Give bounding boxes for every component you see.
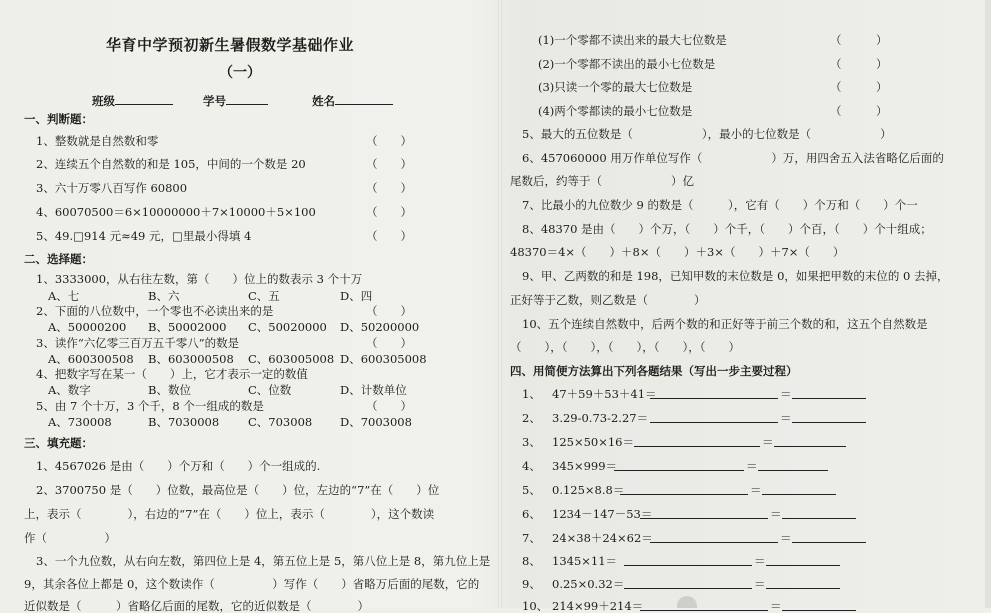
calc-number: 2、 — [522, 411, 541, 425]
answer-line — [650, 411, 778, 423]
answer-paren: （ ） — [830, 104, 888, 118]
fill-line: 3、一个九位数，从右向左数，第四位上是 4，第五位上是 5，第八位上是 8，第九位上是 — [36, 554, 491, 568]
answer-paren: （ ） — [366, 134, 412, 148]
option: C、703008 — [248, 415, 313, 429]
option: B、603000508 — [148, 352, 234, 366]
answer-line — [624, 554, 752, 566]
calc-number: 9、 — [522, 577, 541, 591]
answer-paren: （ ） — [366, 304, 412, 318]
answer-line — [782, 599, 856, 611]
answer-paren: （ ） — [830, 80, 888, 94]
answer-paren: （ ） — [366, 181, 412, 195]
calc-eq: ＝ — [754, 577, 766, 591]
calc-expr: 0.125×8.8＝ — [552, 483, 625, 497]
answer-line — [792, 387, 866, 399]
class-blank — [115, 93, 173, 105]
calc-eq: ＝ — [780, 411, 792, 425]
fill-line: 尾数后，约等于（ ）亿 — [510, 174, 694, 188]
answer-line — [640, 599, 768, 611]
option: B、六 — [148, 289, 180, 303]
option: D、50200000 — [340, 320, 420, 334]
scan-edge — [985, 0, 991, 608]
calc-number: 8、 — [522, 554, 541, 568]
option: D、计数单位 — [340, 383, 407, 397]
choice-question: 2、下面的八位数中，一个零也不必读出来的是 — [36, 304, 274, 318]
worksheet-subtitle: （一） — [219, 65, 261, 81]
answer-paren: （ ） — [830, 57, 888, 71]
sub-item: (2)一个零都不读出的最小七位数是 — [538, 57, 716, 71]
answer-line — [762, 483, 836, 495]
calc-eq: ＝ — [780, 531, 792, 545]
judge-item: 1、整数就是自然数和零 — [36, 134, 159, 148]
fill-line: （ ），（ ），（ ），（ ），（ ） — [510, 340, 740, 354]
calc-eq: ＝ — [770, 599, 782, 613]
answer-paren: （ ） — [366, 157, 412, 171]
page-fold — [498, 0, 502, 608]
calc-expr: 3.29-0.73-2.27＝ — [552, 411, 649, 425]
class-label: 班级 — [92, 94, 115, 108]
calc-eq: ＝ — [754, 554, 766, 568]
answer-paren: （ ） — [366, 229, 412, 243]
answer-line — [650, 387, 778, 399]
answer-line — [614, 459, 744, 471]
answer-line — [792, 531, 866, 543]
fill-line: 9，其余各位上都是 0，这个数读作（ ）写作（ ）省略万后面的尾数，它的 — [24, 577, 480, 591]
calc-expr: 24×38＋24×62＝ — [552, 531, 653, 545]
judge-item: 2、连续五个自然数的和是 105，中间的一个数是 20 — [36, 157, 306, 171]
calc-number: 10、 — [522, 599, 549, 613]
option: A、600300508 — [48, 352, 134, 366]
answer-paren: （ ） — [830, 33, 888, 47]
fill-line: 8、48370 是由（ ）个万，（ ）个千，（ ）个百，（ ）个十组成； — [522, 222, 932, 236]
fill-line: 上，表示（ ），右边的“7”在（ ）位上，表示（ ），这个数读 — [24, 507, 435, 521]
answer-paren: （ ） — [366, 205, 412, 219]
option: C、位数 — [248, 383, 292, 397]
fill-line: 10、五个连续自然数中，后两个数的和正好等于前三个数的和，这五个自然数是 — [522, 317, 928, 331]
fill-line: 48370＝4×（ ）＋8×（ ）＋3×（ ）＋7×（ ） — [510, 245, 845, 259]
fill-line: 7、比最小的九位数少 9 的数是（ ），它有（ ）个万和（ ）个一 — [522, 198, 918, 212]
calc-number: 6、 — [522, 507, 541, 521]
answer-line — [640, 507, 768, 519]
fill-line: 6、457060000 用万作单位写作（ ）万，用四舍五入法省略亿后面的 — [522, 151, 944, 165]
calc-number: 1、 — [522, 387, 541, 401]
judge-item: 5、49.□914 元≈49 元，□里最小得填 4 — [36, 229, 252, 243]
answer-line — [782, 507, 856, 519]
answer-line — [624, 577, 752, 589]
worksheet-title: 华育中学预初新生暑假数学基础作业 — [106, 36, 355, 54]
answer-paren: （ ） — [366, 336, 412, 350]
calc-expr: 345×999＝ — [552, 459, 618, 473]
calc-eq: ＝ — [750, 483, 762, 497]
option: D、四 — [340, 289, 373, 303]
answer-paren: （ ） — [366, 399, 412, 413]
calc-eq: ＝ — [762, 435, 774, 449]
choice-question: 3、读作“六亿零三百万五千零八”的数是 — [36, 336, 240, 350]
option: B、7030008 — [148, 415, 220, 429]
answer-line — [792, 411, 866, 423]
info-line — [92, 93, 393, 108]
calc-expr: 1234－147－53＝ — [552, 507, 653, 521]
answer-line — [766, 577, 840, 589]
option: C、五 — [248, 289, 280, 303]
sec1-heading: 一、判断题： — [24, 112, 93, 126]
sec2-heading: 二、选择题： — [24, 252, 93, 266]
option: A、七 — [48, 289, 80, 303]
id-blank — [226, 93, 268, 105]
fill-line: 正好等于乙数，则乙数是（ ） — [510, 293, 706, 307]
choice-question: 5、由 7 个十万，3 个千，8 个一组成的数是 — [36, 399, 264, 413]
sub-item: (3)只读一个零的最大七位数是 — [538, 80, 693, 94]
calc-expr: 1345×11＝ — [552, 554, 618, 568]
calc-expr: 0.25×0.32＝ — [552, 577, 625, 591]
option: D、7003008 — [340, 415, 412, 429]
choice-question: 1、3333000，从右往左数，第（ ）位上的数表示 3 个十万 — [36, 272, 363, 286]
calc-expr: 214×99＋214＝ — [552, 599, 644, 613]
fill-line: 5、最大的五位数是（ ），最小的七位数是（ ） — [522, 127, 892, 141]
calc-expr: 47＋59＋53＋41＝ — [552, 387, 657, 401]
calc-number: 4、 — [522, 459, 541, 473]
fill-line: 9、甲、乙两数的和是 198，已知甲数的末位数是 0，如果把甲数的末位的 0 去掉， — [522, 269, 949, 283]
fill-line: 2、3700750 是（ ）位数，最高位是（ ）位，左边的“7”在（ ）位 — [36, 483, 440, 497]
option: B、数位 — [148, 383, 191, 397]
sub-item: (4)两个零都读的最小七位数是 — [538, 104, 693, 118]
calc-eq: ＝ — [746, 459, 758, 473]
answer-line — [620, 483, 748, 495]
option: A、数字 — [48, 383, 91, 397]
judge-item: 4、60070500＝6×10000000＋7×10000＋5×100 — [36, 205, 316, 219]
fill-line: 1、4567026 是由（ ）个万和（ ）个一组成的. — [36, 459, 321, 473]
answer-line — [634, 435, 760, 447]
page-curl — [677, 596, 697, 608]
option: A、730008 — [48, 415, 112, 429]
calc-number: 7、 — [522, 531, 541, 545]
sub-item: (1)一个零都不读出来的最大七位数是 — [538, 33, 727, 47]
calc-eq: ＝ — [780, 387, 792, 401]
option: A、50000200 — [48, 320, 127, 334]
option: C、603005008 — [248, 352, 335, 366]
option: C、50020000 — [248, 320, 327, 334]
option: B、50002000 — [148, 320, 227, 334]
option: D、600305008 — [340, 352, 427, 366]
answer-line — [766, 554, 840, 566]
id-label: 学号 — [203, 94, 227, 108]
sec3-heading: 三、填充题： — [24, 436, 93, 450]
sec4-heading: 四、用简便方法算出下列各题结果（写出一步主要过程） — [510, 364, 798, 378]
choice-question: 4、把数字写在某一（ ）上，它才表示一定的数值 — [36, 367, 308, 381]
judge-item: 3、六十万零八百写作 60800 — [36, 181, 188, 195]
answer-line — [774, 435, 846, 447]
fill-line: 近似数是（ ）省略亿后面的尾数，它的近似数是（ ） — [24, 599, 369, 613]
answer-line — [650, 531, 778, 543]
calc-number: 3、 — [522, 435, 541, 449]
answer-line — [758, 459, 828, 471]
fill-line: 作（ ） — [24, 531, 116, 545]
calc-eq: ＝ — [770, 507, 782, 521]
name-label: 姓名 — [312, 94, 336, 108]
calc-expr: 125×50×16＝ — [552, 435, 634, 449]
calc-number: 5、 — [522, 483, 541, 497]
name-blank — [335, 93, 393, 105]
